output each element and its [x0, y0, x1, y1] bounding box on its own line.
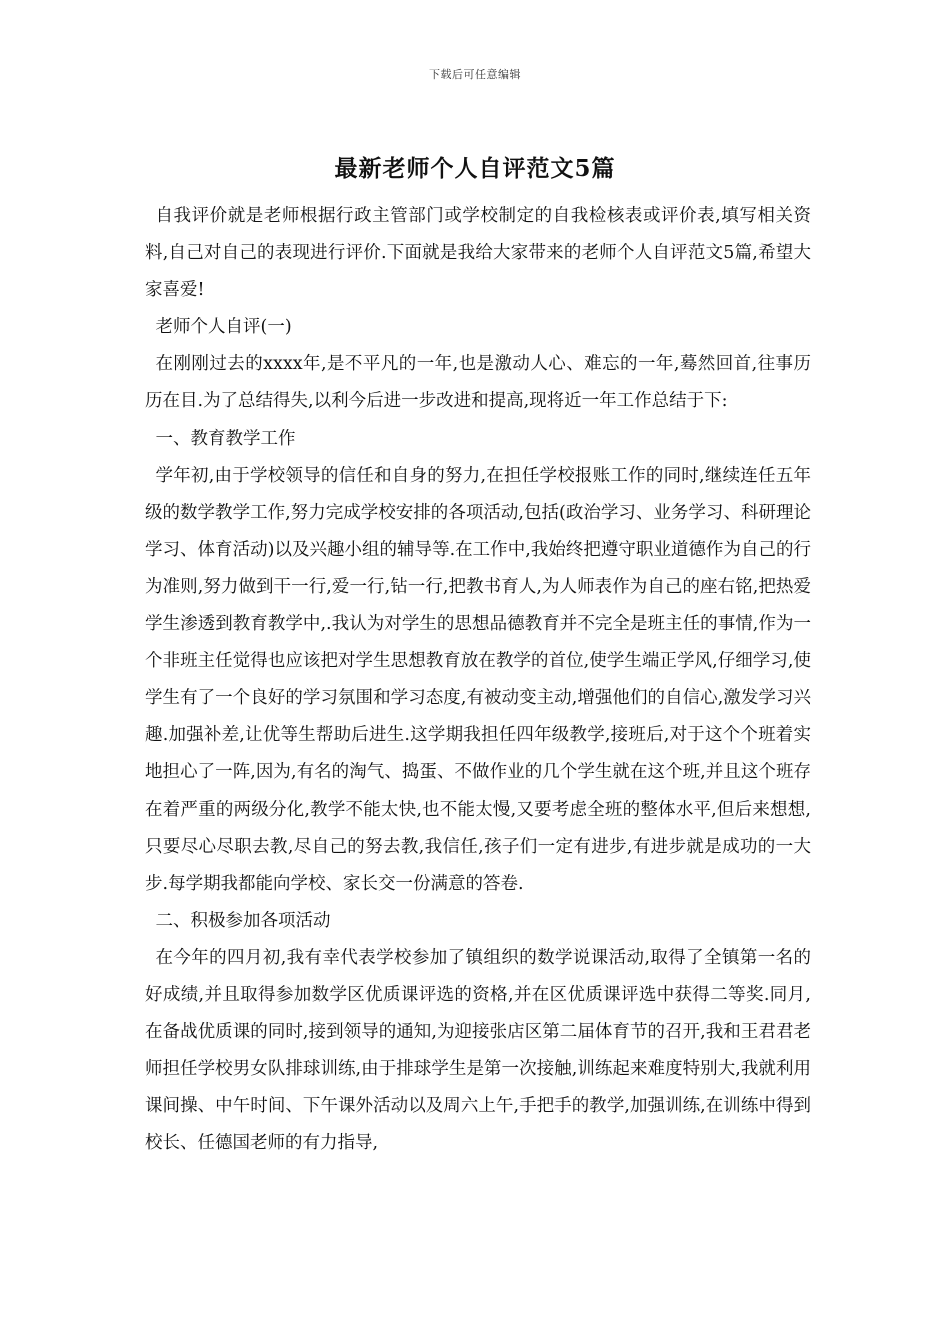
section-heading-review-one: 老师个人自评(一)	[155, 317, 292, 338]
section-heading-activities: 二、积极参加各项活动	[155, 910, 331, 931]
section-heading-teaching: 一、教育教学工作	[155, 428, 296, 449]
activities-paragraph: 在今年的四月初,我有幸代表学校参加了镇组织的数学说课活动,取得了全镇第一名的好成绩,并且取得参加数学区优质课评选的资格,并在区优质课评选中获得二等奖.同月,在备战优质课的同时,接到领导的通知,为迎接张店区第二届体育节的召开,我和王君君老师担任学校男女队排球训练,由于排球学生是第一次接触,训练起来难度特别大,我就利用课间操、中午时间、下午课外活动以及周六上午,手把手的教学,加强训练,在训练中得到校长、任德国老师的有力指导,	[145, 947, 811, 1154]
document-title: 最新老师个人自评范文5篇	[334, 155, 616, 182]
header-note: 下载后可任意编辑	[429, 68, 521, 81]
teaching-paragraph: 学年初,由于学校领导的信任和自身的努力,在担任学校报账工作的同时,继续连任五年级的数学教学工作,努力完成学校安排的各项活动,包括(政治学习、业务学习、科研理论学习、体育活动)以及兴趣小组的辅导等.在工作中,我始终把遵守职业道德作为自己的行为准则,努力做到干一行,爱一行,钻一行,把教书育人,为人师表作为自己的座右铭,把热爱学生渗透到教育教学中,.我认为对学生的思想品德教育并不完全是班主任的事情,作为一个非班主任觉得也应该把对学生思想教育放在教学的首位,使学生端正学风,仔细学习,使学生有了一个良好的学习氛围和学习态度,有被动变主动,增强他们的自信心,激发学习兴趣.加强补差,让优等生帮助后进生.这学期我担任四年级教学,接班后,对于这个个班着实地担心了一阵,因为,有名的淘气、捣蛋、不做作业的几个学生就在这个班,并且这个班存在着严重的两级分化,教学不能太快,也不能太慢,又要考虑全班的整体水平,但后来想想,只要尽心尽职去教,尽自己的努去教,我信任,孩子们一定有进步,有进步就是成功的一大步.每学期我都能向学校、家长交一份满意的答卷.	[145, 465, 811, 894]
intro-paragraph: 自我评价就是老师根据行政主管部门或学校制定的自我检核表或评价表,填写相关资料,自己对自己的表现进行评价.下面就是我给大家带来的老师个人自评范文5篇,希望大家喜爱!	[145, 206, 811, 301]
document-body	[145, 198, 811, 1162]
opening-paragraph: 在刚刚过去的xxxx年,是不平凡的一年,也是激动人心、难忘的一年,蓦然回首,往事历历在目.为了总结得失,以利今后进一步改进和提高,现将近一年工作总结于下:	[145, 354, 811, 412]
